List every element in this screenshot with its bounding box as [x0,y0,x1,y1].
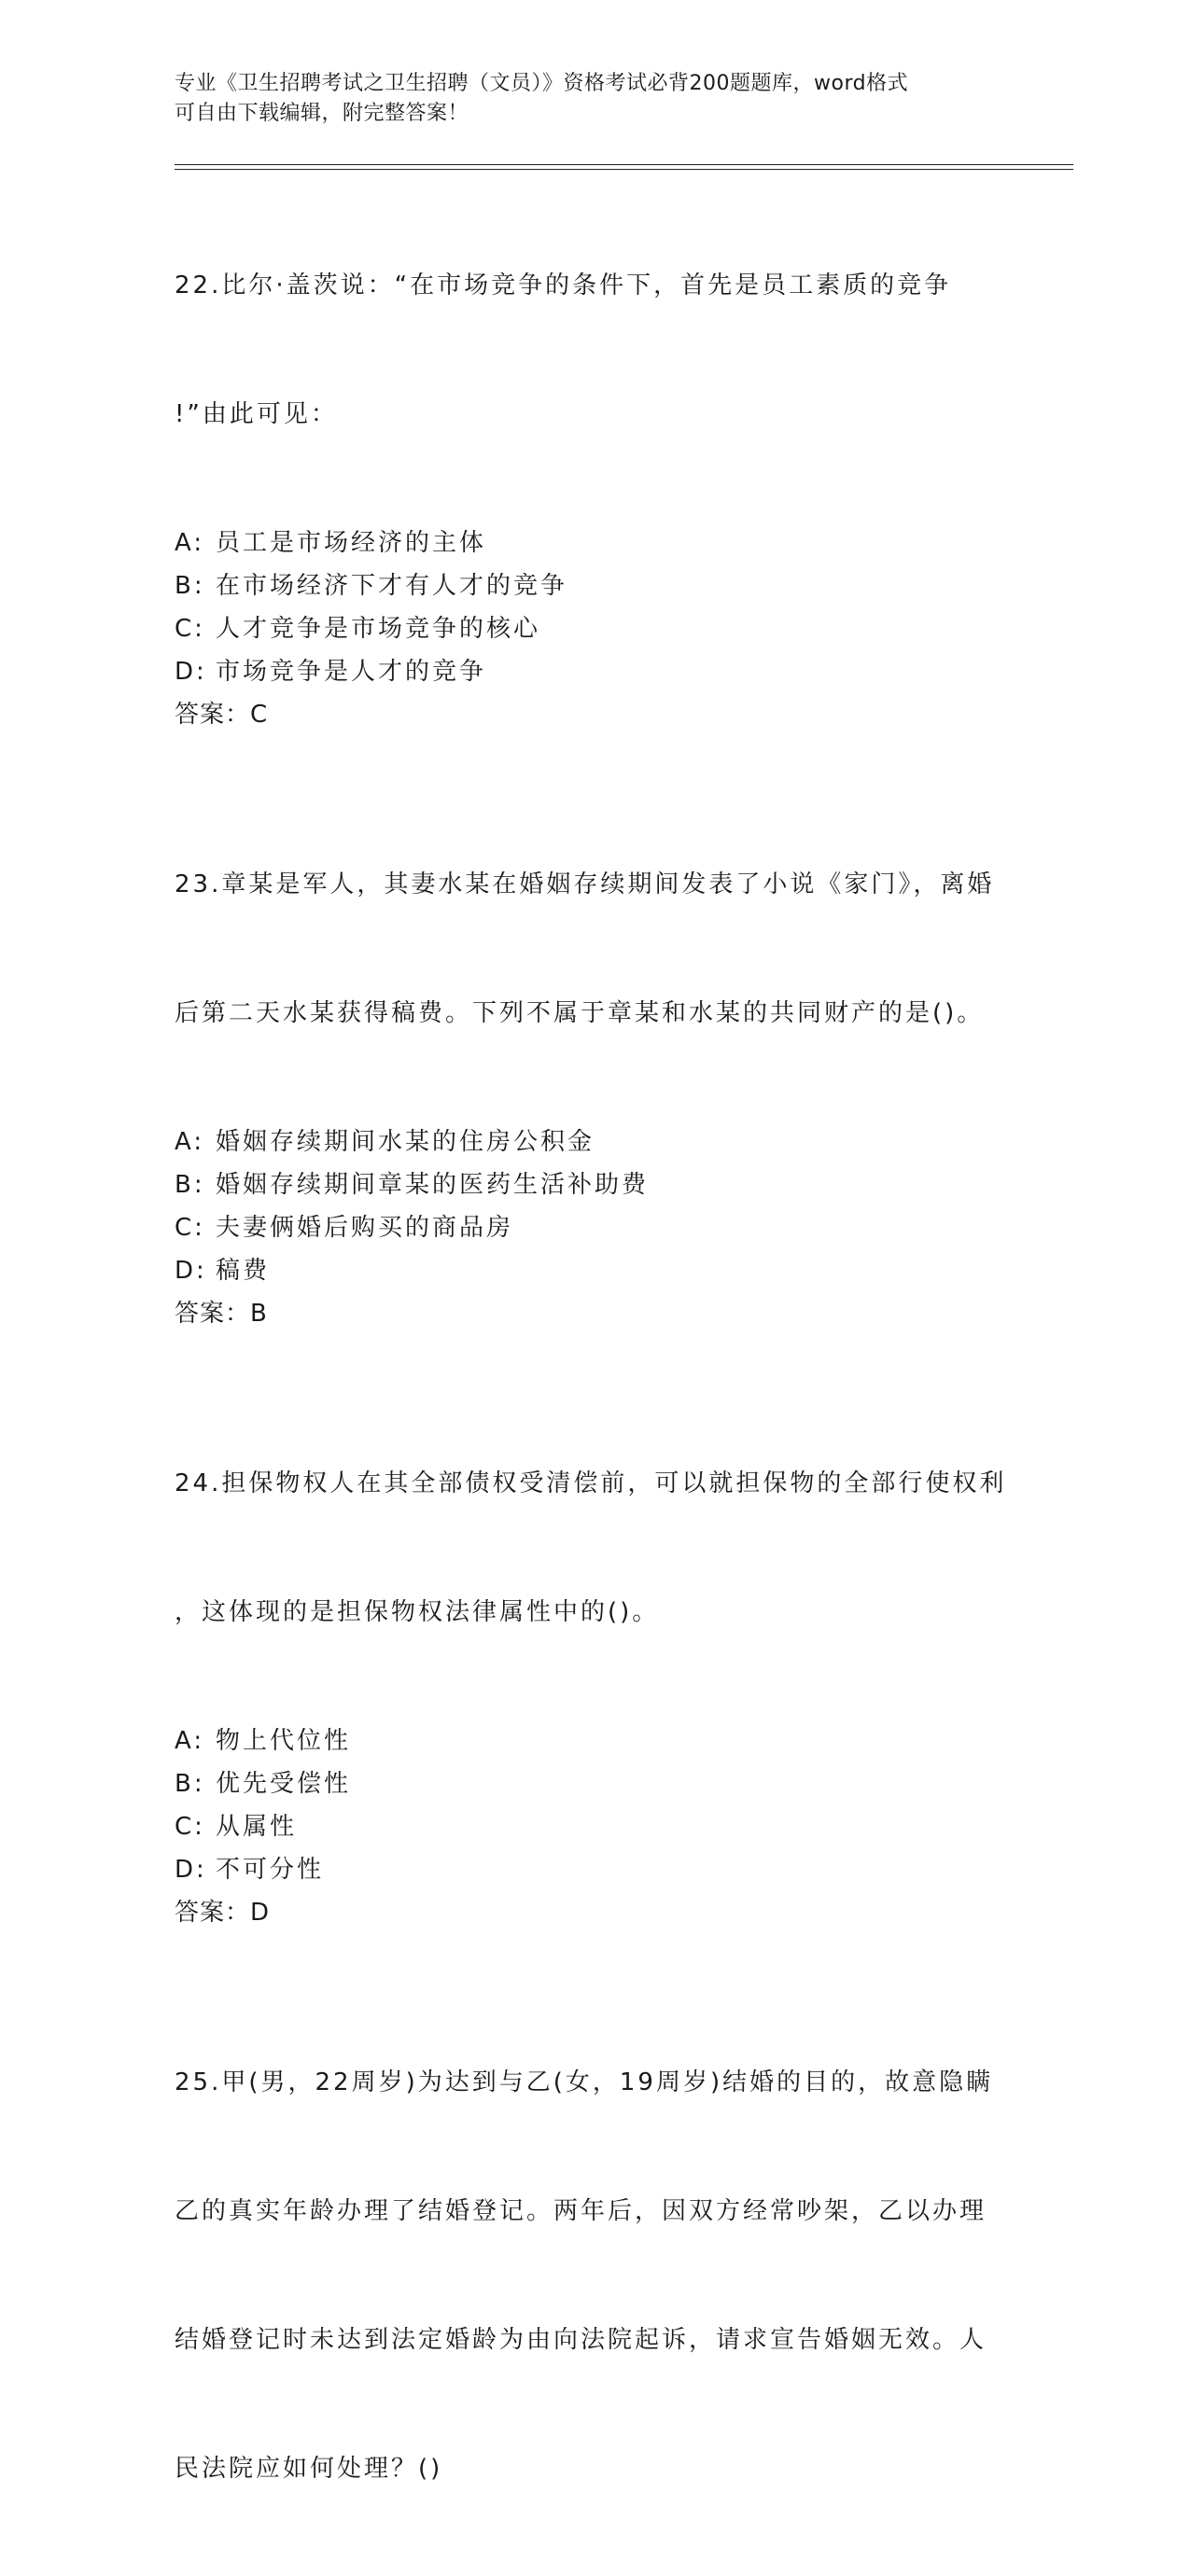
question-stem [175,1975,1015,2576]
answer-line: 答案：B [175,1300,268,1328]
stem-line: ，这体现的是担保物权法律属性中的()。 [175,1598,660,1626]
option-letter: A: [175,1727,205,1755]
stem-line: 结婚登记时未达到法定婚龄为由向法院起诉，请求宣告婚姻无效。人 [175,2326,987,2354]
option-letter: C: [175,615,205,643]
option-a [175,522,1015,564]
option-text: 在市场经济下才有人才的竞争 [216,572,568,600]
option-letter: D: [175,1856,207,1884]
option-c [175,1206,1015,1249]
stem-line: 22.比尔·盖茨说：“在市场竞争的条件下，首先是员工素质的竞争 [175,272,952,299]
option-letter: B: [175,1171,205,1199]
option-c [175,607,1015,650]
question-23 [175,777,1015,1335]
option-b [175,1762,1015,1805]
option-letter: D: [175,1257,207,1285]
header-divider-top [175,164,1073,165]
option-d [175,1848,1015,1891]
option-text: 稿费 [216,1257,271,1285]
stem-line: 民法院应如何处理？() [175,2455,443,2483]
document-header [175,69,1015,129]
question-stem [175,777,1015,1121]
option-letter: D: [175,658,207,686]
stem-line: 24.担保物权人在其全部债权受清偿前，可以就担保物的全部行使权利 [175,1469,1007,1497]
option-text: 优先受偿性 [216,1770,352,1798]
option-letter: B: [175,572,205,600]
option-d [175,1249,1015,1292]
question-22 [175,178,1015,736]
stem-line: 后第二天水某获得稿费。下列不属于章某和水某的共同财产的是()。 [175,999,985,1027]
question-stem [175,1376,1015,1720]
question-spacer [175,1335,1015,1376]
option-letter: A: [175,1128,205,1156]
option-text: 市场竞争是人才的竞争 [216,658,487,686]
option-text: 不可分性 [216,1856,325,1884]
option-a [175,1121,1015,1163]
answer-line: 答案：D [175,1899,271,1927]
option-letter: C: [175,1813,205,1841]
option-text: 员工是市场经济的主体 [216,529,487,557]
option-letter: B: [175,1770,205,1798]
option-text: 夫妻俩婚后购买的商品房 [216,1214,514,1242]
option-text: 婚姻存续期间章某的医药生活补助费 [216,1171,650,1199]
option-b [175,1163,1015,1206]
stem-line: 23.章某是军人，其妻水某在婚姻存续期间发表了小说《家门》，离婚 [175,870,995,898]
option-a [175,1720,1015,1762]
question-list [175,178,1015,2576]
header-line-1: 专业《卫生招聘考试之卫生招聘（文员）》资格考试必背200题题库，word格式 [175,72,909,95]
question-spacer [175,1934,1015,1975]
header-line-2: 可自由下载编辑，附完整答案！ [175,102,469,125]
question-spacer [175,736,1015,777]
option-text: 从属性 [216,1813,298,1841]
option-letter: A: [175,529,205,557]
question-stem [175,178,1015,522]
option-b [175,564,1015,607]
answer-line: 答案：C [175,701,269,729]
option-letter: C: [175,1214,205,1242]
option-text: 人才竞争是市场竞争的核心 [216,615,541,643]
stem-line: 乙的真实年龄办理了结婚登记。两年后，因双方经常吵架，乙以办理 [175,2197,987,2225]
option-text: 物上代位性 [216,1727,352,1755]
question-24 [175,1376,1015,1934]
header-divider-bottom [175,169,1073,170]
option-c [175,1805,1015,1848]
option-d [175,650,1015,693]
question-25 [175,1975,1015,2576]
stem-line: 25.甲(男，22周岁)为达到与乙(女，19周岁)结婚的目的，故意隐瞒 [175,2068,994,2096]
option-text: 婚姻存续期间水某的住房公积金 [216,1128,595,1156]
stem-line: !”由此可见： [175,400,338,428]
